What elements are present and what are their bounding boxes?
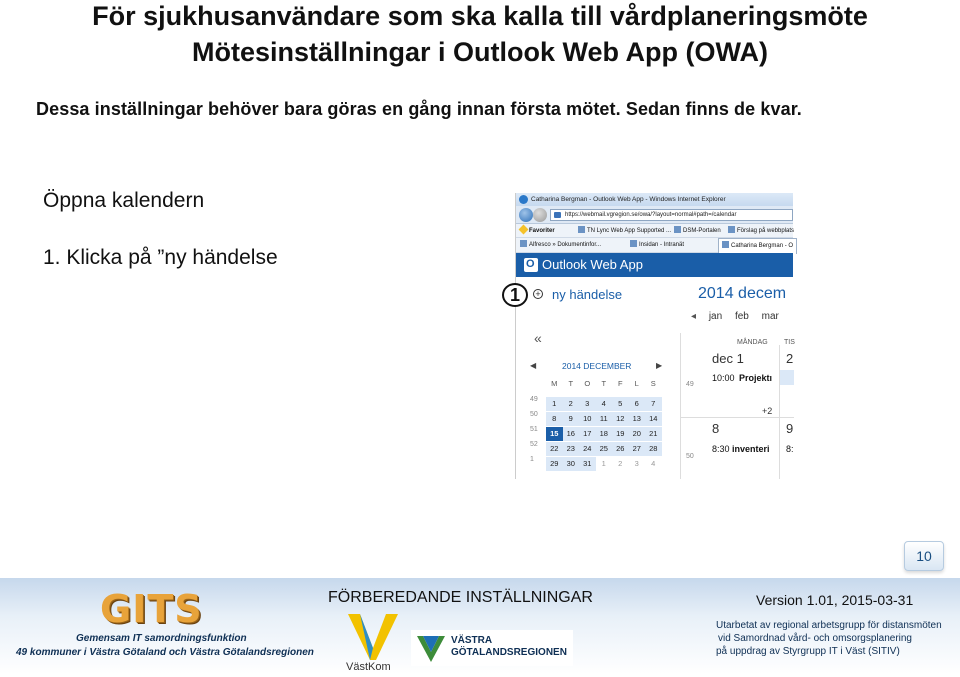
day-cell-8[interactable]: 8 xyxy=(712,421,720,436)
mini-day-cell[interactable]: 3 xyxy=(579,397,596,411)
mini-day-cell[interactable]: 14 xyxy=(645,412,662,426)
mini-week-number: 1 xyxy=(530,456,534,463)
mini-day-cell[interactable]: 4 xyxy=(651,459,656,468)
mini-day-cell[interactable]: 22 xyxy=(546,442,563,456)
page-icon xyxy=(674,226,681,233)
slide-subtitle: Dessa inställningar behöver bara göras en gång innan första mötet. Sedan finns de kvar. xyxy=(36,99,802,119)
mini-day-cell[interactable]: 1 xyxy=(546,397,563,411)
favorite-link-dsm[interactable]: DSM-Portalen xyxy=(674,224,721,238)
vastkom-logo xyxy=(346,612,400,672)
mini-week-number: 49 xyxy=(530,396,538,403)
section-title: FÖRBEREDANDE INSTÄLLNINGAR xyxy=(328,589,593,606)
mini-day-cell[interactable]: 17 xyxy=(579,427,596,441)
slide-title-line2: Mötesinställningar i Outlook Web App (OWA) xyxy=(192,37,768,67)
month-jan[interactable]: jan xyxy=(708,311,723,322)
plus-circle-icon[interactable]: + xyxy=(533,289,543,299)
mini-calendar-title: 2014 DECEMBER xyxy=(562,361,632,371)
mini-day-cell[interactable]: 23 xyxy=(563,442,580,456)
more-events-link[interactable]: +2 xyxy=(762,406,773,416)
vgr-logo xyxy=(411,630,573,666)
org-name: Gemensam IT samordningsfunktion xyxy=(76,633,247,644)
owa-screenshot xyxy=(515,193,793,479)
credit-line-2: vid Samordnad vård- och omsorgsplanering xyxy=(718,633,912,644)
mini-day-cell[interactable]: 6 xyxy=(629,397,646,411)
tab-insidan[interactable]: Insidan - Intranät xyxy=(630,238,684,253)
caret-right-icon[interactable]: ▶ xyxy=(656,361,663,370)
mini-day-cell[interactable]: 9 xyxy=(563,412,580,426)
credit-line-3: på uppdrag av Styrgrupp IT i Väst (SITIV) xyxy=(716,646,900,657)
version-label: Version 1.01, 2015-03-31 xyxy=(756,592,914,608)
mini-day-cell[interactable]: 29 xyxy=(546,457,563,471)
org-description: 49 kommuner i Västra Götaland och Västra Götalandsregionen xyxy=(16,647,314,658)
mini-week-row xyxy=(546,408,662,422)
mini-day-cell[interactable]: 16 xyxy=(563,427,580,441)
mini-day-cell[interactable]: 18 xyxy=(596,427,613,441)
mini-day-cell[interactable]: 28 xyxy=(645,442,662,456)
mini-day-cell[interactable]: 15 xyxy=(546,427,563,441)
page-icon xyxy=(578,226,585,233)
mini-day-cell[interactable]: 5 xyxy=(612,397,629,411)
mini-day-cell[interactable]: 27 xyxy=(629,442,646,456)
mini-week-number: 50 xyxy=(530,411,538,418)
site-icon xyxy=(554,212,561,218)
url-text: https://webmail.vgregion.se/owa/?layout=normal#path=/calendar xyxy=(565,212,737,218)
mini-day-cell[interactable]: 13 xyxy=(629,412,646,426)
page-icon xyxy=(520,240,527,247)
day-header-tuesday: TIS xyxy=(784,339,795,346)
mini-day-cell[interactable]: 30 xyxy=(563,457,580,471)
favorite-link-lync[interactable]: TN Lync Web App Supported ... xyxy=(578,224,671,238)
owa-app-name: Outlook Web App xyxy=(542,257,643,272)
favorites-bar xyxy=(516,224,793,238)
favorite-link-suggest[interactable]: Förslag på webbplats xyxy=(728,224,794,238)
calendar-event-2[interactable]: 8:30 inventeri xyxy=(712,444,770,454)
mini-day-cell[interactable]: 2 xyxy=(563,397,580,411)
gits-logo: GITS xyxy=(100,587,203,631)
tab-bar xyxy=(516,238,793,253)
week-number-50: 50 xyxy=(686,453,694,460)
back-arrow-icon[interactable] xyxy=(519,208,533,222)
mini-week-number: 51 xyxy=(530,426,538,433)
mini-day-cell[interactable]: 26 xyxy=(612,442,629,456)
tab-owa[interactable]: Catharina Bergman - O xyxy=(718,238,797,254)
week-row-divider xyxy=(680,417,794,418)
svg-text:VästKom: VästKom xyxy=(346,661,391,673)
credit-line-1: Utarbetat av regional arbetsgrupp för distansmöten xyxy=(716,620,942,631)
slide-footer xyxy=(0,578,960,674)
step-callout-1: 1 xyxy=(502,283,528,307)
caret-left-icon[interactable]: ◀ xyxy=(530,361,537,370)
mini-day-cell[interactable]: 25 xyxy=(596,442,613,456)
url-field[interactable] xyxy=(550,209,793,221)
owa-header xyxy=(516,253,793,277)
mini-day-cell[interactable]: 2 xyxy=(618,459,623,468)
mini-day-cell[interactable]: 8 xyxy=(546,412,563,426)
mini-week-row xyxy=(546,423,662,437)
forward-arrow-icon[interactable] xyxy=(533,208,547,222)
tab-alfresco[interactable]: Alfresco » Dokumentinfor... xyxy=(520,238,601,253)
calendar-event-1[interactable]: 10:00 Projektı xyxy=(712,373,773,383)
event-highlight xyxy=(780,370,794,385)
mini-day-cell[interactable]: 12 xyxy=(612,412,629,426)
mini-week-row xyxy=(546,393,662,407)
favorites-button[interactable]: Favoriter xyxy=(520,224,555,238)
step-heading: Öppna kalendern xyxy=(43,189,205,212)
star-icon xyxy=(519,225,529,235)
month-feb[interactable]: feb xyxy=(734,311,749,322)
mini-day-cell[interactable]: 24 xyxy=(579,442,596,456)
caret-left-icon[interactable]: ◂ xyxy=(691,311,697,322)
mini-day-cell[interactable]: 20 xyxy=(629,427,646,441)
page-number: 10 xyxy=(904,541,944,571)
week-number-49: 49 xyxy=(686,381,694,388)
ie-logo-icon xyxy=(519,195,528,204)
month-selector xyxy=(691,311,779,322)
mini-calendar-weekdays: M T O T F L S xyxy=(551,379,656,388)
mini-day-cell[interactable]: 19 xyxy=(612,427,629,441)
mini-week-row xyxy=(546,453,662,467)
mini-day-cell[interactable]: 10 xyxy=(579,412,596,426)
mini-day-cell[interactable]: 11 xyxy=(596,412,613,426)
page-icon xyxy=(722,241,729,248)
mini-day-cell[interactable]: 31 xyxy=(579,457,596,471)
mini-day-cell[interactable]: 7 xyxy=(645,397,662,411)
calendar-month-title: 2014 decem xyxy=(698,285,787,302)
step-1-instruction: 1. Klicka på ”ny händelse xyxy=(43,246,278,269)
calendar-event-3[interactable]: 8: xyxy=(786,444,794,454)
vgr-name: VÄSTRA GÖTALANDSREGIONEN xyxy=(451,635,567,658)
day-header-monday: MÅNDAG xyxy=(737,339,768,346)
day-column-divider xyxy=(779,345,780,479)
mini-week-number: 52 xyxy=(530,441,538,448)
slide-title-line1: För sjukhusanvändare som ska kalla till vårdplaneringsmöte xyxy=(92,1,868,31)
ie-address-bar xyxy=(516,206,793,224)
ie-window-title: Catharina Bergman - Outlook Web App - Windows Internet Explorer xyxy=(531,196,726,203)
month-mar[interactable]: mar xyxy=(761,311,779,322)
page-icon xyxy=(630,240,637,247)
page-icon xyxy=(728,226,735,233)
new-event-button[interactable]: ny händelse xyxy=(552,287,623,302)
day-cell-dec2[interactable]: 2 xyxy=(786,351,794,366)
pane-divider xyxy=(680,333,681,479)
mini-day-cell[interactable]: 3 xyxy=(634,459,639,468)
collapse-icon[interactable]: « xyxy=(534,330,542,346)
outlook-logo-icon xyxy=(524,258,538,272)
mini-day-cell[interactable]: 21 xyxy=(645,427,662,441)
ie-title-bar xyxy=(516,193,793,206)
mini-day-cell[interactable]: 4 xyxy=(596,397,613,411)
mini-day-cell[interactable]: 1 xyxy=(601,459,606,468)
day-cell-dec1[interactable]: dec 1 xyxy=(712,351,744,366)
day-cell-9[interactable]: 9 xyxy=(786,421,794,436)
mini-week-row xyxy=(546,438,662,452)
